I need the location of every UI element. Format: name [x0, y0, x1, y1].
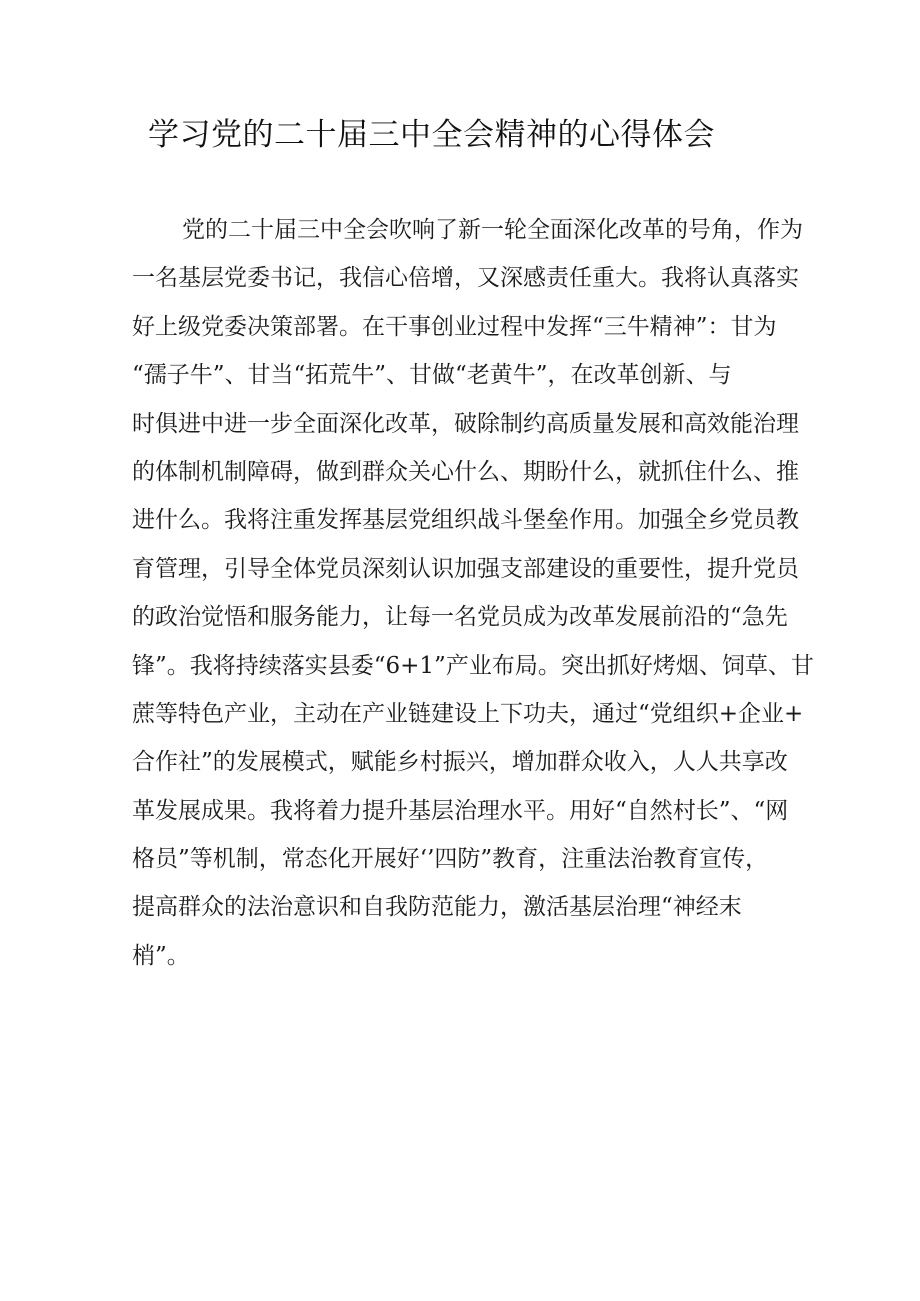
body-line: 合作社”的发展模式，赋能乡村振兴，增加群众收入，人人共享改	[132, 749, 788, 776]
body-line: 蔗等特色产业，主动在产业链建设上下功夫，通过“党组织+企业+	[132, 700, 804, 727]
body-line: 梢”。	[132, 942, 190, 969]
body-line: 提高群众的法治意识和自我防范能力，激活基层治理“神经末	[132, 894, 742, 921]
body-line: 进什么。我将注重发挥基层党组织战斗堡垒作用。加强全乡党员教	[132, 507, 799, 534]
body-line: 育管理，引导全体党员深刻认识加强支部建设的重要性，提升党员	[132, 555, 799, 582]
body-line: 锋”。我将持续落实县委“6+1”产业布局。突出抓好烤烟、饲草、甘	[132, 652, 814, 679]
document-body	[132, 212, 812, 986]
body-line: 格员”等机制，常态化开展好‘’四防”教育，注重法治教育宣传，	[132, 846, 769, 873]
document-title: 学习党的二十届三中全会精神的心得体会	[148, 117, 715, 153]
body-line: 好上级党委决策部署。在干事创业过程中发挥“三牛精神”：甘为	[132, 313, 777, 340]
body-line: 的政治觉悟和服务能力，让每一名党员成为改革发展前沿的“急先	[132, 604, 788, 631]
body-line: 一名基层党委书记，我信心倍增，又深感责任重大。我将认真落实	[132, 265, 799, 292]
body-line: 革发展成果。我将着力提升基层治理水平。用好“自然村长”、“网	[132, 797, 789, 824]
body-line: “孺子牛”、甘当“拓荒牛”、甘做“老黄牛”，在改革创新、与	[132, 362, 732, 389]
body-line: 时俱进中进一步全面深化改革，破除制约高质量发展和高效能治理	[132, 410, 799, 437]
body-line: 的体制机制障碍，做到群众关心什么、期盼什么，就抓住什么、推	[132, 458, 799, 485]
body-line: 党的二十届三中全会吹响了新一轮全面深化改革的号角，作为	[182, 217, 803, 243]
